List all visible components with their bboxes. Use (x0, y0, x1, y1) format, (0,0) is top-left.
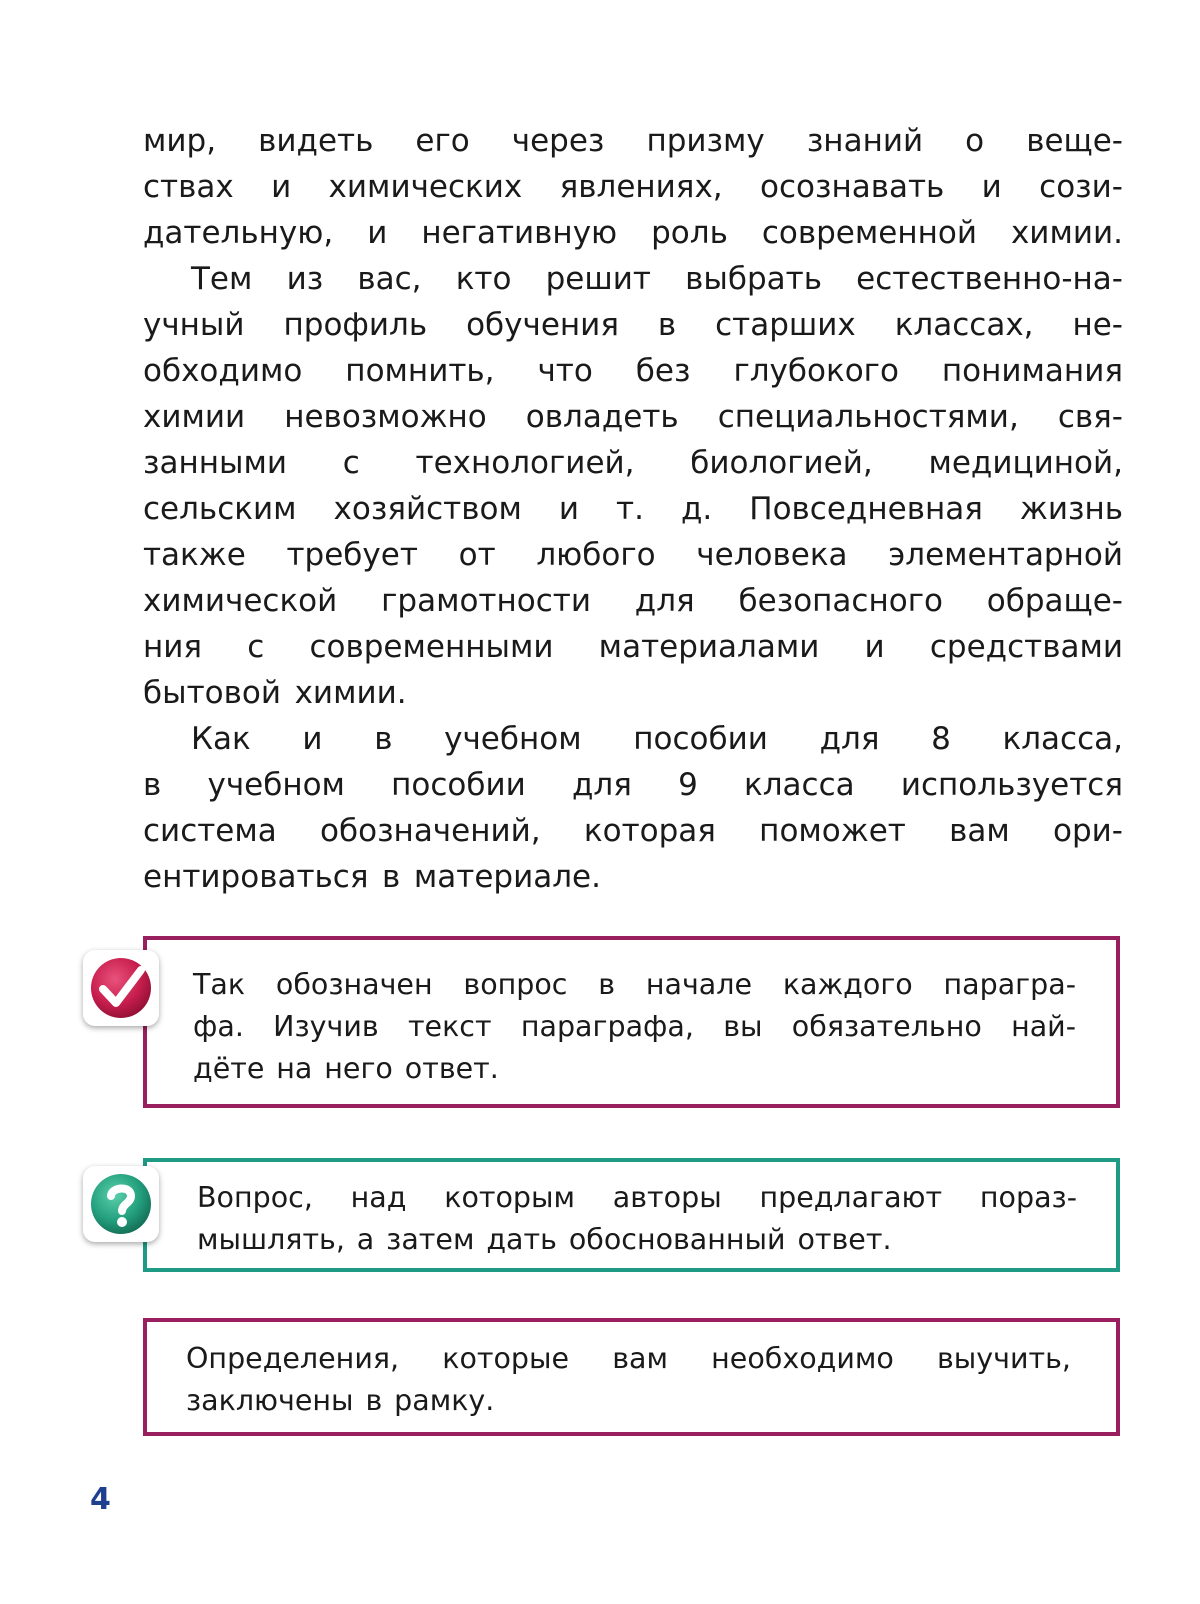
legend-box-check (143, 936, 1120, 1108)
paragraph-2 (143, 256, 1123, 716)
text-line: Определения, которые вам необходимо выучить, (186, 1342, 1071, 1375)
text-line: дательную, и негативную роль современной химии. (143, 215, 1123, 251)
text-line: бытовой химии. (143, 675, 407, 711)
text-line: система обозначений, которая поможет вам ори- (143, 813, 1123, 849)
text-line: мир, видеть его через призму знаний о веще- (143, 123, 1123, 159)
text-line: обходимо помнить, что без глубокого понимания (143, 353, 1123, 389)
legend-box-question (143, 1158, 1120, 1272)
text-line: учный профиль обучения в старших классах, не- (143, 307, 1123, 343)
text-line: Тем из вас, кто решит выбрать естественно-на- (191, 261, 1123, 297)
paragraph-3 (143, 716, 1123, 900)
text-line: химической грамотности для безопасного обраще- (143, 583, 1123, 619)
page-number: 4 (90, 1482, 111, 1517)
question-mark-icon (83, 1166, 159, 1242)
text-line: Вопрос, над которым авторы предлагают пораз- (197, 1181, 1077, 1214)
legend-definition-text (186, 1338, 1071, 1422)
legend-box-definition (143, 1318, 1120, 1436)
text-line: также требует от любого человека элементарной (143, 537, 1123, 573)
text-line: ния с современными материалами и средствами (143, 629, 1123, 665)
paragraph-1 (143, 118, 1123, 256)
text-line: мышлять, а затем дать обоснованный ответ. (197, 1223, 892, 1256)
text-line: Так обозначен вопрос в начале каждого парагра- (193, 968, 1076, 1001)
text-line: в учебном пособии для 9 класса используется (143, 767, 1123, 803)
text-line: заключены в рамку. (186, 1384, 495, 1417)
text-line: ствах и химических явлениях, осознавать и сози- (143, 169, 1123, 205)
text-line: занными с технологией, биологией, медициной, (143, 445, 1123, 481)
legend-check-text (193, 964, 1076, 1090)
check-mark-icon (83, 950, 159, 1026)
text-line: ентироваться в материале. (143, 859, 601, 895)
legend-question-text (197, 1177, 1077, 1261)
text-line: дёте на него ответ. (193, 1052, 499, 1085)
text-line: Как и в учебном пособии для 8 класса, (191, 721, 1123, 757)
text-line: химии невозможно овладеть специальностями, свя- (143, 399, 1123, 435)
text-line: фа. Изучив текст параграфа, вы обязательно най- (193, 1010, 1076, 1043)
text-line: сельским хозяйством и т. д. Повседневная жизнь (143, 491, 1123, 527)
